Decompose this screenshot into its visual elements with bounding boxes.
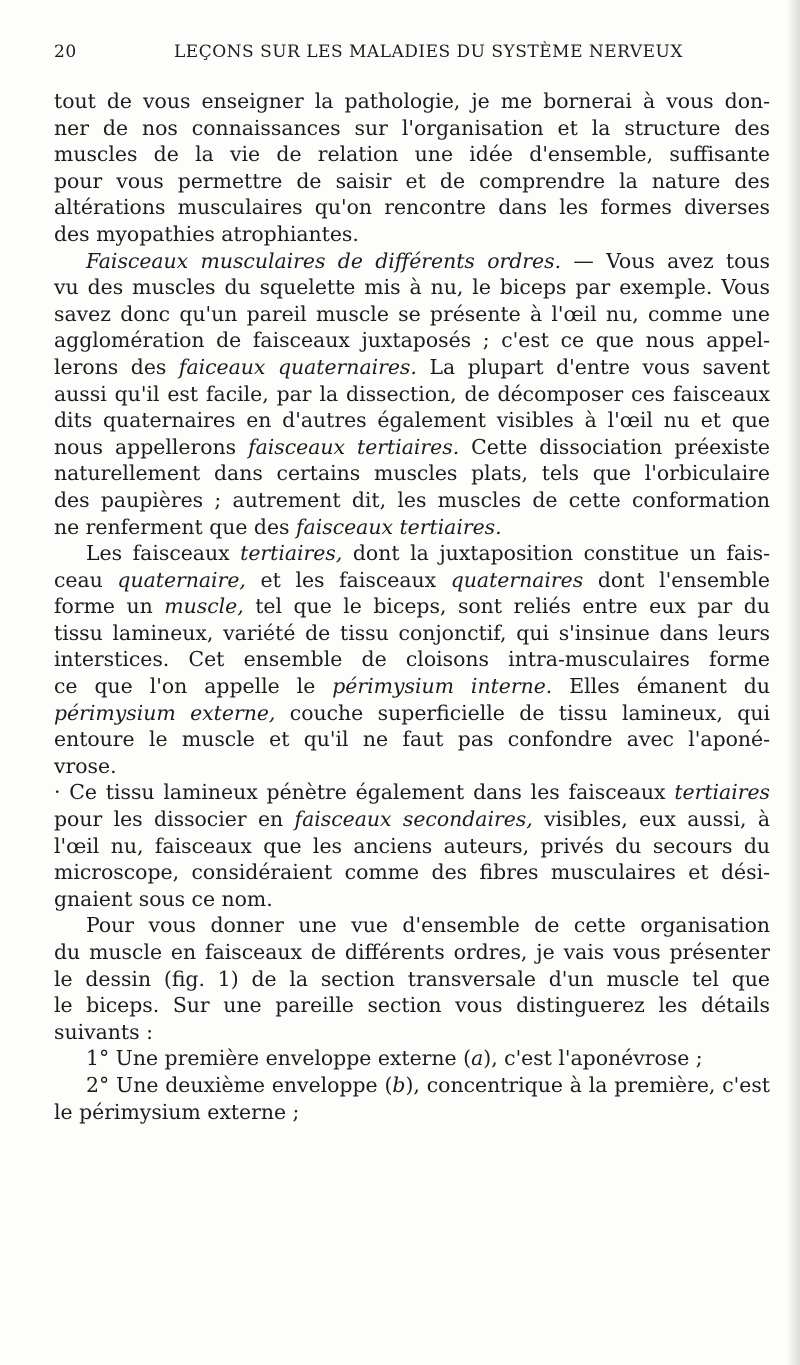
text-line <box>54 912 770 939</box>
text-line <box>54 381 770 408</box>
italic-text: tertiaires <box>674 780 770 805</box>
text-line <box>54 194 770 221</box>
text-line <box>54 726 770 753</box>
text-segment: du muscle en faisceaux de différents ordres, je vais vous présenter <box>54 940 770 964</box>
text-segment: dits quaternaires en d'autres également visibles à l'œil nu et que <box>54 408 770 433</box>
text-segment: ner de nos connaissances sur l'organisation et la structure des <box>54 115 770 140</box>
text-segment: — Vous avez tous <box>561 248 770 273</box>
text-segment: ceau <box>54 567 118 592</box>
italic-text: Faisceaux musculaires de différents ordres. <box>86 248 562 273</box>
text-segment: microscope, considéraient comme des fibres musculaires et dési- <box>54 860 770 885</box>
italic-text: faisceaux secondaires, <box>294 807 533 832</box>
italic-text: faisceaux tertiaires. <box>296 514 502 539</box>
italic-text: périmysium interne. <box>332 674 553 699</box>
text-segment: ), c'est l'aponévrose ; <box>483 1046 703 1071</box>
text-segment: pour les dissocier en <box>54 807 295 832</box>
text-segment: ), concentrique à la première, c'est <box>405 1072 770 1097</box>
text-segment: le périmysium externe ; <box>54 1099 300 1124</box>
text-segment: le dessin (fig. 1) de la section transversale d'un muscle tel que <box>54 966 770 991</box>
text-line <box>54 1072 770 1099</box>
text-line <box>54 514 770 541</box>
text-segment: lerons des <box>54 354 179 379</box>
text-segment: savez donc qu'un pareil muscle se présente à l'œil nu, comme une <box>54 301 770 326</box>
text-line <box>54 168 770 195</box>
text-segment: vrose. <box>54 753 117 778</box>
text-line <box>54 806 770 833</box>
text-line <box>54 540 770 567</box>
text-segment: naturellement dans certains muscles plats, tels que l'orbiculaire <box>54 461 770 486</box>
body-text <box>54 88 770 1125</box>
text-segment: forme un <box>54 594 165 619</box>
text-line <box>54 939 770 966</box>
text-segment: des myopathies atrophiantes. <box>54 221 359 246</box>
italic-text: périmysium externe, <box>54 700 276 725</box>
page-number: 20 <box>54 42 77 62</box>
text-segment: des paupières ; autrement dit, les muscles de cette conformation <box>54 487 770 512</box>
text-line <box>54 354 770 381</box>
text-segment: nous appellerons <box>54 434 249 459</box>
page-edge-shadow <box>786 0 800 1365</box>
text-line <box>54 700 770 727</box>
page-header <box>54 42 754 72</box>
text-line <box>54 673 770 700</box>
text-line <box>54 859 770 886</box>
text-segment: vu des muscles du squelette mis à nu, le biceps par exemple. Vous <box>54 275 770 300</box>
text-segment: ce que l'on appelle le <box>54 674 333 699</box>
text-line <box>54 567 770 594</box>
text-line <box>54 327 770 354</box>
italic-text: b <box>392 1072 406 1097</box>
italic-text: quaternaire, <box>117 567 246 592</box>
text-line <box>54 1099 770 1126</box>
text-segment: suivants : <box>54 1019 153 1044</box>
text-segment: pour vous permettre de saisir et de comprendre la nature des <box>54 168 770 193</box>
text-segment: 1° Une première enveloppe externe ( <box>86 1046 472 1071</box>
italic-text: quaternaires <box>450 567 584 592</box>
text-segment: Elles émanent du <box>552 674 770 699</box>
text-line <box>54 1045 770 1072</box>
text-segment: le biceps. Sur une pareille section vous distinguerez les détails <box>54 993 770 1018</box>
text-line <box>54 407 770 434</box>
text-segment: tel que le biceps, sont reliés entre eux par du <box>243 594 770 619</box>
text-segment: dont la juxtaposition constitue un fais- <box>342 541 770 566</box>
text-line <box>54 221 770 248</box>
text-line <box>54 460 770 487</box>
text-line <box>54 141 770 168</box>
text-segment: altérations musculaires qu'on rencontre dans les formes diverses <box>54 195 770 220</box>
text-line <box>54 88 770 115</box>
text-line <box>54 620 770 647</box>
italic-text: a <box>471 1046 484 1071</box>
text-segment: entoure le muscle et qu'il ne faut pas confondre avec l'aponé- <box>54 727 770 752</box>
text-line <box>54 487 770 514</box>
text-segment: tout de vous enseigner la pathologie, je me bornerai à vous don- <box>54 89 770 113</box>
text-segment: Pour vous donner une vue d'ensemble de cette organisation <box>86 913 770 938</box>
running-title: LEÇONS SUR LES MALADIES DU SYSTÈME NERVEUX <box>174 42 683 62</box>
text-segment: Cette dissociation préexiste <box>459 434 770 459</box>
text-line <box>54 1019 770 1046</box>
text-segment: et les faisceaux <box>245 567 451 592</box>
italic-text: tertiaires, <box>240 541 343 566</box>
text-line <box>54 833 770 860</box>
italic-text: faiceaux quaternaires. <box>178 354 417 379</box>
text-segment: visibles, eux aussi, à <box>532 807 770 832</box>
text-line <box>54 992 770 1019</box>
text-segment: interstices. Cet ensemble de cloisons intra-musculaires forme <box>54 647 770 672</box>
text-line <box>54 886 770 913</box>
text-segment: · Ce tissu lamineux pénètre également dans les faisceaux <box>54 780 675 805</box>
text-segment: dont l'ensemble <box>583 567 770 592</box>
italic-text: faisceaux tertiaires. <box>248 434 460 459</box>
text-segment: 2° Une deuxième enveloppe ( <box>86 1072 393 1097</box>
text-segment: La plupart d'entre vous savent <box>416 354 770 379</box>
text-segment: couche superficielle de tissu lamineux, qui <box>275 700 770 725</box>
text-segment: muscles de la vie de relation une idée d'ensemble, suffisante <box>54 142 770 167</box>
text-line <box>54 646 770 673</box>
text-line <box>54 753 770 780</box>
text-line <box>54 593 770 620</box>
text-segment: tissu lamineux, variété de tissu conjonctif, qui s'insinue dans leurs <box>54 620 770 645</box>
text-line <box>54 115 770 142</box>
text-line <box>54 434 770 461</box>
text-segment: aussi qu'il est facile, par la dissection, de décomposer ces faisceaux <box>54 381 770 406</box>
text-line <box>54 274 770 301</box>
text-segment: agglomération de faisceaux juxtaposés ; c'est ce que nous appel- <box>54 328 770 353</box>
text-line <box>54 779 770 806</box>
text-segment: gnaient sous ce nom. <box>54 886 273 911</box>
text-segment: l'œil nu, faisceaux que les anciens auteurs, privés du secours du <box>54 833 770 858</box>
text-segment: ne renferment que des <box>54 514 296 539</box>
text-segment: Les faisceaux <box>86 541 241 566</box>
text-line <box>54 248 770 275</box>
text-line <box>54 301 770 328</box>
italic-text: muscle, <box>164 594 244 619</box>
text-line <box>54 966 770 993</box>
